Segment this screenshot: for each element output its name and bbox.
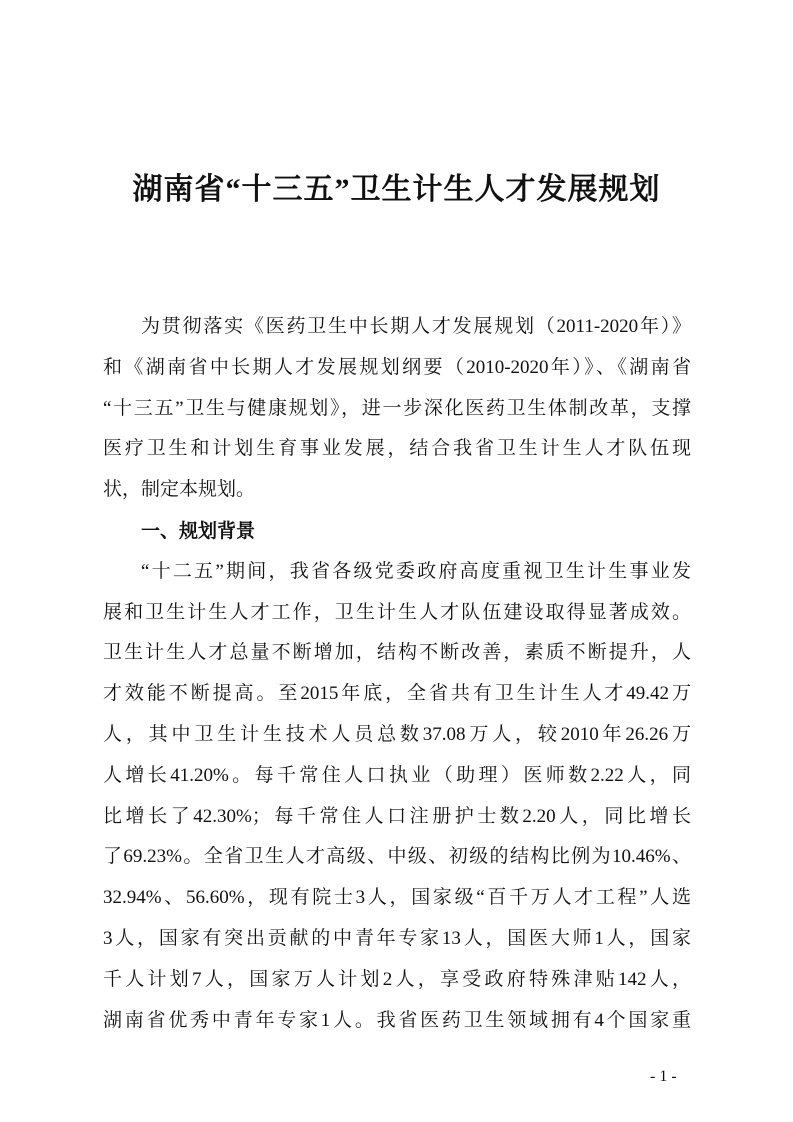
text-line: 为贯彻落实《医药卫生中长期人才发展规划（2011-2020年）》	[141, 316, 691, 337]
text-line: 32.94%、56.60%，现有院士3人，国家级“百千万人才工程”人选	[103, 887, 691, 909]
text-line: 3人，国家有突出贡献的中青年专家13人，国医大师1人，国家	[103, 927, 691, 949]
text-line: 才效能不断提高。至2015年底，全省共有卫生计生人才49.42万	[103, 683, 691, 705]
text-line: 医疗卫生和计划生育事业发展，结合我省卫生计生人才队伍现	[103, 438, 691, 460]
text-line: 和《湖南省中长期人才发展规划纲要（2010-2020年）》、《湖南省	[103, 356, 691, 378]
text-line: 人，其中卫生计生技术人员总数37.08万人，较2010年26.26万	[103, 723, 691, 745]
text-line: 展和卫生计生人才工作，卫生计生人才队伍建设取得显著成效。	[103, 601, 691, 623]
text-line: “十三五”卫生与健康规划》，进一步深化医药卫生体制改革，支撑	[103, 397, 691, 419]
text-line: 湖南省优秀中青年专家1人。我省医药卫生领域拥有4个国家重	[103, 1009, 691, 1031]
text-line: 卫生计生人才总量不断增加，结构不断改善，素质不断提升，人	[103, 642, 691, 664]
document-body	[103, 307, 691, 1041]
page-number: - 1 -	[650, 1068, 677, 1085]
paragraph-intro	[103, 307, 691, 511]
text-line: 千人计划7人，国家万人计划2人，享受政府特殊津贴142人，	[103, 968, 691, 990]
text-line: “十二五”期间，我省各级党委政府高度重视卫生计生事业发	[141, 560, 691, 582]
text-line: 人增长41.20%。每千常住人口执业（助理）医师数2.22人，同	[103, 764, 691, 786]
text-line: 了69.23%。全省卫生人才高级、中级、初级的结构比例为10.46%、	[103, 846, 691, 868]
text-line: 比增长了42.30%；每千常住人口注册护士数2.20人，同比增长	[103, 805, 691, 827]
document-title: 湖南省“十三五”卫生计生人才发展规划	[132, 173, 661, 206]
section-heading: 一、规划背景	[141, 519, 256, 542]
text-line: 状，制定本规划。	[103, 479, 256, 501]
paragraph-background	[103, 552, 691, 1042]
